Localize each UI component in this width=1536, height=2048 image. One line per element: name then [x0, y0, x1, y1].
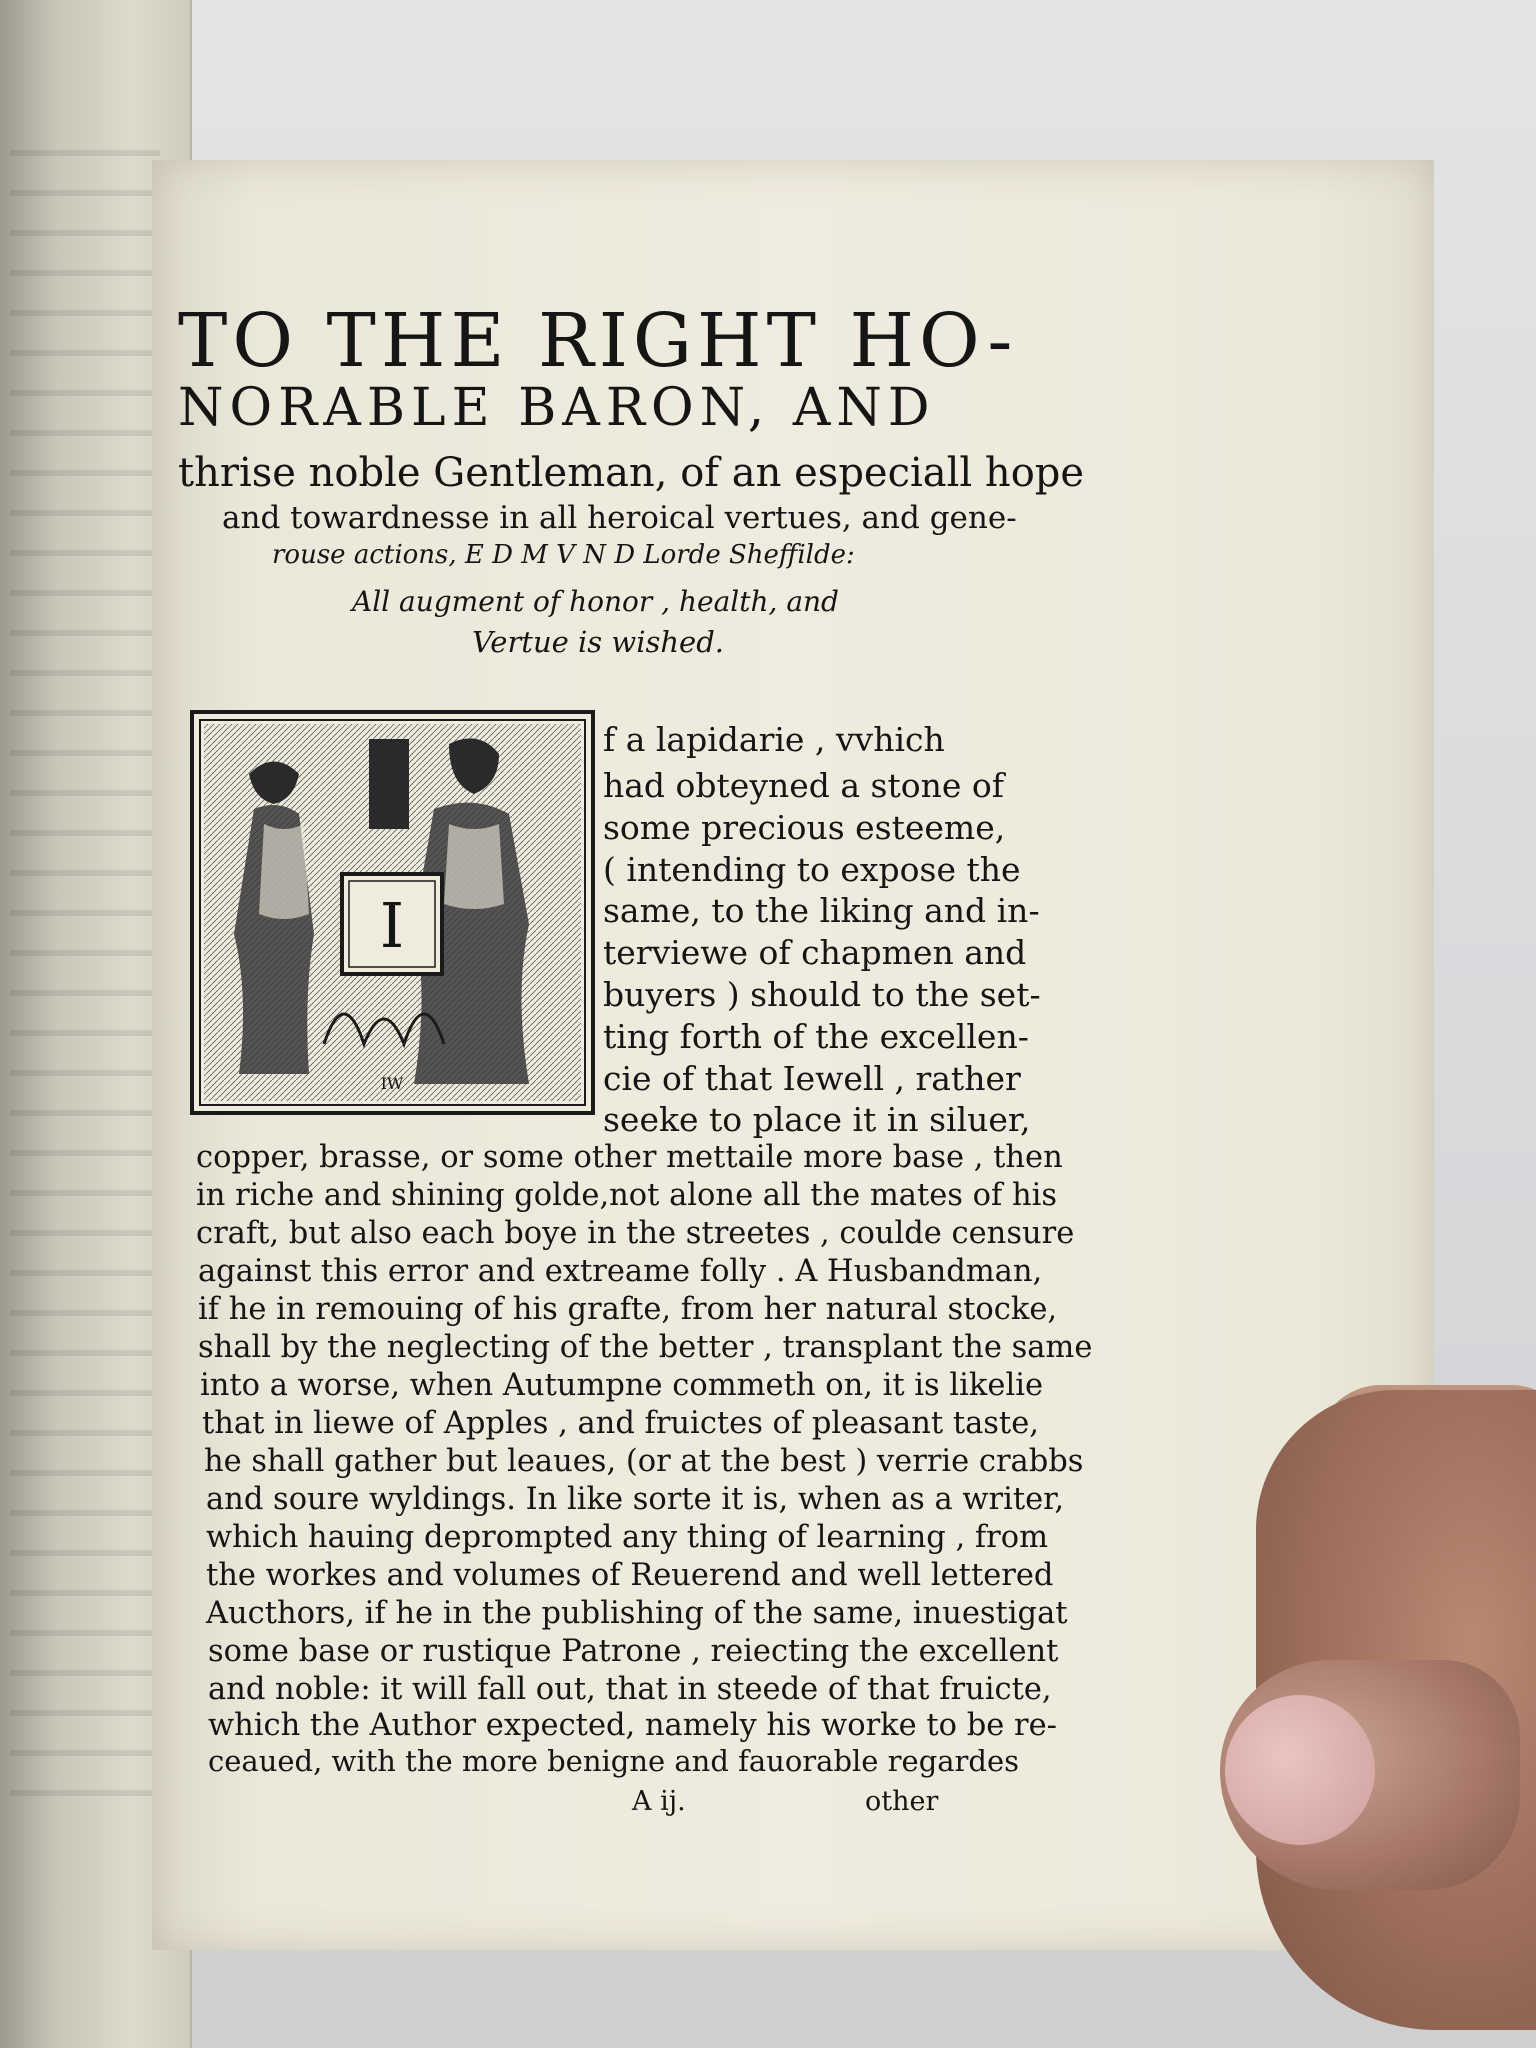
initial-letter: I [379, 889, 405, 962]
text-line: he shall gather but leaues, (or at the best ) verrie crabbs [204, 1444, 1084, 1479]
subtitle-line-1: thrise noble Gentleman, of an especiall hope [178, 450, 1085, 496]
text-line: terviewe of chapmen and [603, 933, 1027, 972]
text-line: some base or rustique Patrone , reiecting the excellent [208, 1634, 1059, 1669]
woodcut-initial [190, 710, 595, 1115]
woodcut-monogram: IW [380, 1074, 404, 1093]
text-line: shall by the neglecting of the better , transplant the same [198, 1330, 1093, 1365]
text-line: ( intending to expose the [603, 850, 1021, 889]
text-line: into a worse, when Autumpne commeth on, it is likelie [200, 1368, 1044, 1403]
text-line: buyers ) should to the set- [603, 975, 1041, 1014]
text-line: seeke to place it in siluer, [603, 1100, 1031, 1139]
text-line: craft, but also each boye in the streetes , coulde censure [196, 1216, 1075, 1251]
signature-mark: A ij. [632, 1786, 686, 1817]
text-line: the workes and volumes of Reuerend and well lettered [206, 1558, 1054, 1593]
text-line: Aucthors, if he in the publishing of the same, inuestigat [206, 1596, 1068, 1631]
subtitle-line-5: Vertue is wished. [472, 625, 724, 659]
text-line: ceaued, with the more benigne and fauorable regardes [208, 1744, 1020, 1778]
text-line: some precious esteeme, [603, 808, 1006, 847]
dedication-title-line-2: NORABLE BARON, AND [178, 378, 936, 438]
text-line: cie of that Iewell , rather [603, 1059, 1021, 1098]
dedication-title-line-1: TO THE RIGHT HO- [178, 298, 1018, 384]
text-line: against this error and extreame folly . A Husbandman, [198, 1254, 1043, 1289]
text-line: in riche and shining golde,not alone all the mates of his [196, 1178, 1057, 1213]
text-line: same, to the liking and in- [603, 891, 1040, 930]
text-line: had obteyned a stone of [603, 766, 1004, 805]
subtitle-line-2: and towardnesse in all heroical vertues, and gene- [222, 500, 1017, 536]
text-line: and noble: it will fall out, that in steede of that fruicte, [208, 1672, 1052, 1707]
text-line: which hauing deprompted any thing of learning , from [206, 1520, 1049, 1555]
catchword: other [865, 1786, 939, 1817]
text-line: that in liewe of Apples , and fruictes of pleasant taste, [202, 1406, 1039, 1441]
text-line: copper, brasse, or some other mettaile more base , then [196, 1140, 1063, 1175]
subtitle-line-3: rouse actions, E D M V N D Lorde Sheffilde: [272, 540, 855, 570]
text-line: f a lapidarie , vvhich [603, 720, 945, 759]
text-line: ting forth of the excellen- [603, 1017, 1029, 1056]
text-line: if he in remouing of his grafte, from her natural stocke, [198, 1292, 1058, 1327]
subtitle-line-4: All augment of honor , health, and [352, 585, 839, 618]
text-line: which the Author expected, namely his worke to be re- [208, 1708, 1057, 1743]
text-line: and soure wyldings. In like sorte it is, when as a writer, [206, 1482, 1065, 1517]
woodcut-illustration [194, 714, 591, 1111]
